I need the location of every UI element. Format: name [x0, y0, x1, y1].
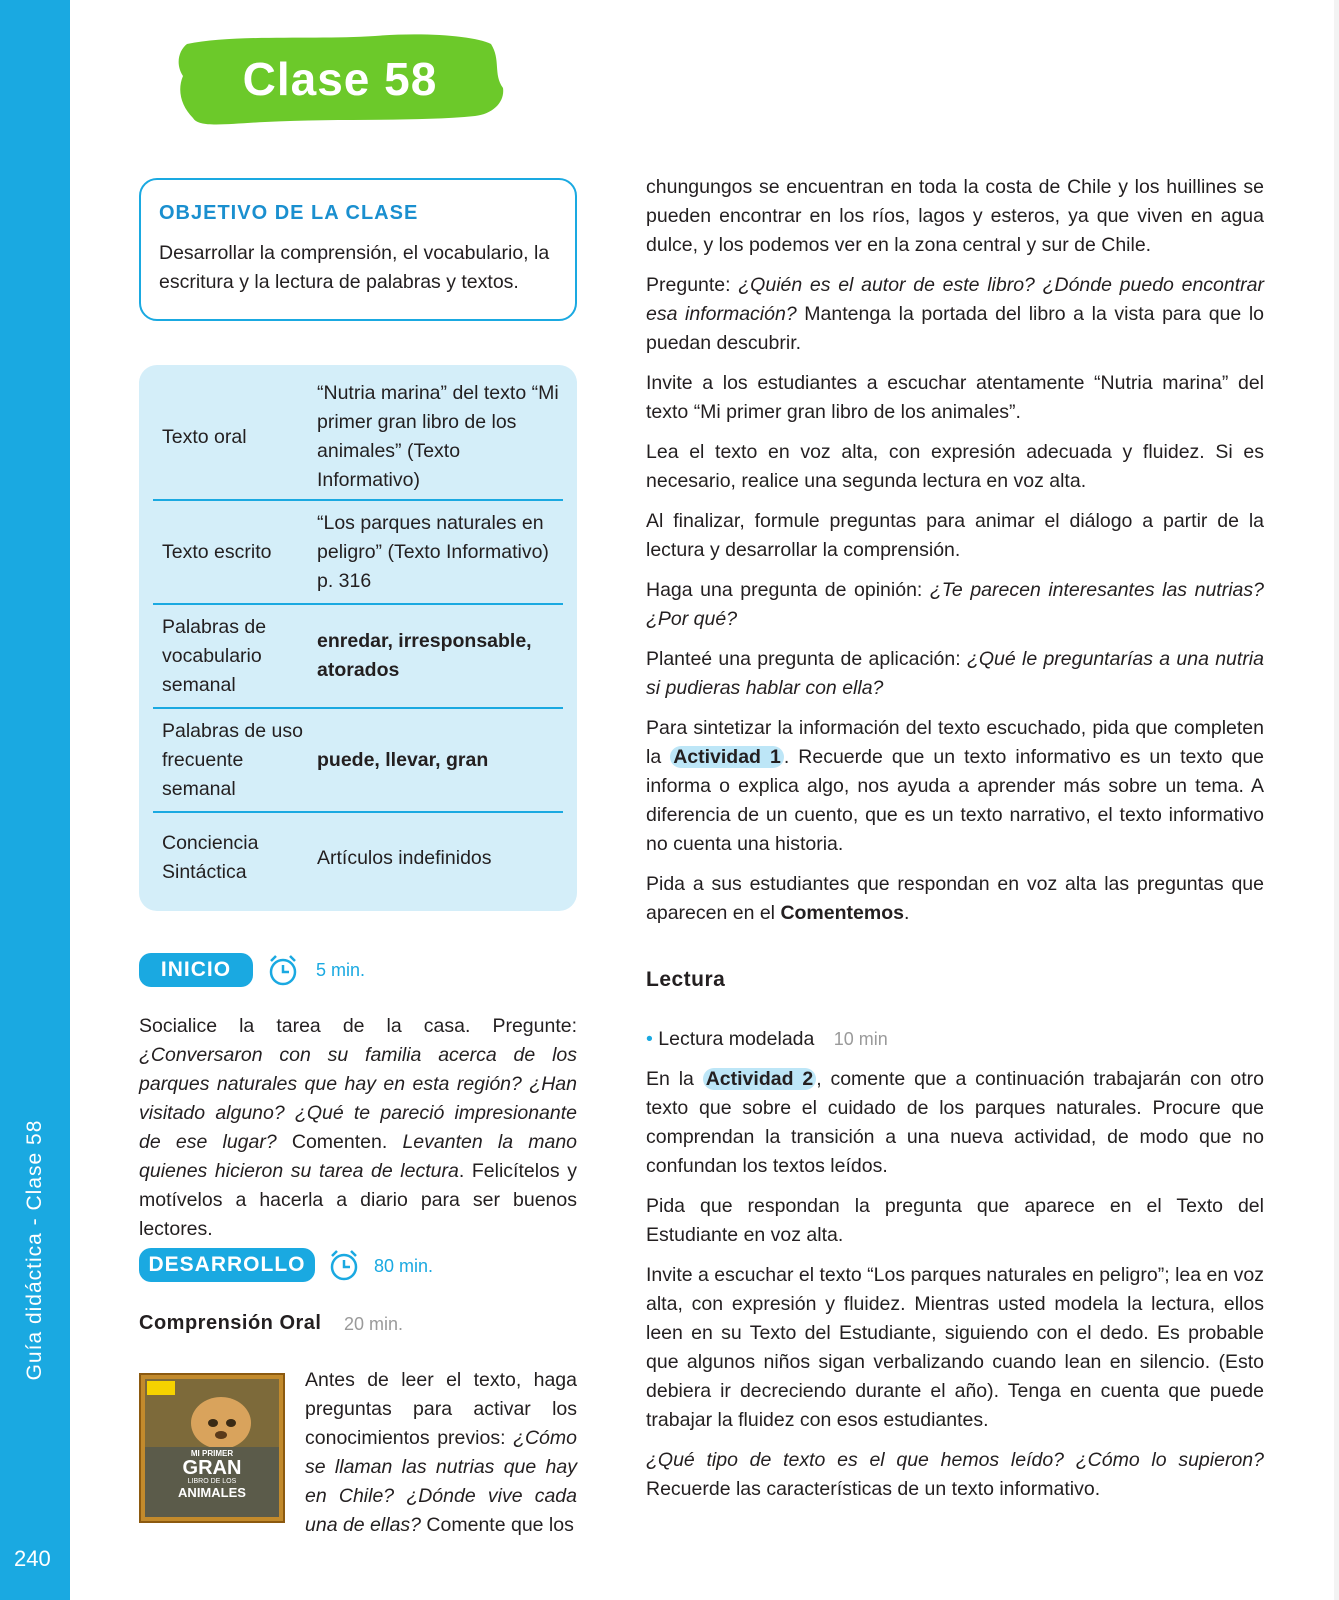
class-info-table — [139, 365, 577, 911]
title-banner — [175, 30, 505, 128]
paragraph: ¿Qué tipo de texto es el que hemos leído? ¿Cómo lo supieron? Recuerde las características de un texto informativo. — [646, 1449, 1264, 1500]
paragraph: Pregunte: ¿Quién es el autor de este libro? ¿Dónde puedo encontrar esa información? Mantenga la portada del libro a la vista para que lo puedan descubrir. — [646, 274, 1265, 354]
paragraph: Para sintetizar la información del texto escuchado, pida que completen la Actividad 1 . Recuerde que un texto informativo es un texto que informa o explica algo, nos ayuda a aprender más sobre un tema. A diferencia de un cuento, que es un texto narrativo, el texto informativo no cuenta una historia. — [646, 717, 1264, 855]
inicio-badge: INICIO — [139, 953, 253, 987]
page-title: Clase 58 — [242, 53, 438, 105]
paragraph: Lea el texto en voz alta, con expresión adecuada y fluidez. Si es necesario, realice una segunda lectura en voz alta. — [646, 441, 1264, 492]
paragraph: Planteé una pregunta de aplicación: ¿Qué le preguntarías a una nutria si pudieras hablar con ella? — [646, 648, 1264, 699]
objective-box — [139, 178, 577, 321]
row-value: enredar, irresponsable, atorados — [317, 630, 532, 681]
row-label: Texto oral — [162, 425, 247, 448]
right-column-text — [646, 173, 1264, 939]
row-label: Texto escrito — [162, 540, 272, 563]
paragraph: Pida que respondan la pregunta que aparece en el Texto del Estudiante en voz alta. — [646, 1195, 1264, 1246]
row-value: Artículos indefinidos — [317, 846, 492, 869]
row-label: Conciencia Sintáctica — [162, 832, 259, 883]
objective-heading: OBJETIVO DE LA CLASE — [159, 202, 419, 224]
book-cover-image: MI PRIMER GRAN LIBRO DE LOS ANIMALES — [139, 1373, 285, 1523]
row-value: “Nutria marina” del texto “Mi primer gran libro de los animales” (Texto Informativo) — [317, 382, 559, 491]
paragraph: Pida a sus estudiantes que respondan en voz alta las preguntas que aparecen en el Comentemos. — [646, 873, 1264, 924]
table-row — [153, 375, 563, 501]
desarrollo-time: 80 min. — [374, 1256, 434, 1276]
table-row — [153, 813, 563, 903]
objective-text: Desarrollar la comprensión, el vocabulario, la escritura y la lectura de palabras y textos. — [159, 242, 550, 293]
table-row — [153, 709, 563, 813]
bullet-icon: • — [646, 1028, 653, 1050]
lectura-text — [646, 1065, 1264, 1515]
paragraph: chungungos se encuentran en toda la costa de Chile y los huillines se pueden encontrar en los ríos, lagos y esteros, ya que viven en agua dulce, y los podemos ver en la zona central y sur de Chile. — [646, 176, 1264, 256]
paragraph: Invite a escuchar el texto “Los parques naturales en peligro”; lea en voz alta, con expresión y fluidez. Mientras usted modela la lectura, ellos leen en su Texto del Estudiante, siguiendo con el dedo. Es probable que algunos niños sigan verbalizando cuando lean en silencio. (Esto debiera ir decreciendo durante el año). Tenga en cuenta que puede trabajar la fluidez con esos estudiantes. — [646, 1264, 1264, 1431]
inicio-time: 5 min. — [316, 960, 366, 980]
actividad-1-highlight: Actividad 1 — [670, 746, 784, 768]
inicio-paragraph: Socialice la tarea de la casa. Pregunte: ¿Conversaron con su familia acerca de los parques naturales que hay en esta región? ¿Han visitado alguno? ¿Qué te pareció impresionante de ese lugar? Comenten. Levanten la mano quienes hicieron su tarea de lectura. Felicítelos y motívelos a hacerla a diario para ser buenos lectores. — [139, 1015, 578, 1240]
table-row — [153, 501, 563, 605]
table-row — [153, 605, 563, 709]
alarm-clock-icon — [265, 952, 301, 988]
row-value: “Los parques naturales en peligro” (Texto Informativo) p. 316 — [317, 511, 549, 592]
desarrollo-badge: DESARROLLO — [139, 1248, 315, 1282]
alarm-clock-icon — [326, 1247, 362, 1283]
paragraph: En la Actividad 2 , comente que a continuación trabajarán con otro texto que sobre el cuidado de los parques naturales. Procure que comprendan la transición a una nueva actividad, de modo que no confundan los textos leídos. — [646, 1068, 1264, 1177]
comprension-oral-heading: Comprensión Oral — [139, 1312, 322, 1334]
paragraph: Al finalizar, formule preguntas para animar el diálogo a partir de la lectura y desarrollar la comprensión. — [646, 510, 1264, 561]
paragraph: Invite a los estudiantes a escuchar atentamente “Nutria marina” del texto “Mi primer gran libro de los animales”. — [646, 372, 1264, 423]
page-number: 240 — [14, 1546, 51, 1571]
actividad-2-highlight: Actividad 2 — [703, 1068, 816, 1090]
row-label: Palabras de uso frecuente semanal — [162, 719, 303, 800]
paragraph: Haga una pregunta de opinión: ¿Te parecen interesantes las nutrias? ¿Por qué? — [646, 579, 1264, 630]
row-value: puede, llevar, gran — [317, 748, 489, 771]
lectura-heading: Lectura — [646, 968, 726, 991]
page-edge — [1334, 0, 1339, 1600]
comprension-oral-time: 20 min. — [344, 1314, 404, 1334]
desarrollo-paragraph: Antes de leer el texto, haga preguntas para activar los conocimientos previos: ¿Cómo se llaman las nutrias que hay en Chile? ¿Dónde vive cada una de ellas? Comente que los — [305, 1369, 577, 1536]
row-label: Palabras de vocabulario semanal — [162, 615, 267, 696]
lectura-modelada-line: • Lectura modelada 10 min — [646, 1028, 888, 1050]
